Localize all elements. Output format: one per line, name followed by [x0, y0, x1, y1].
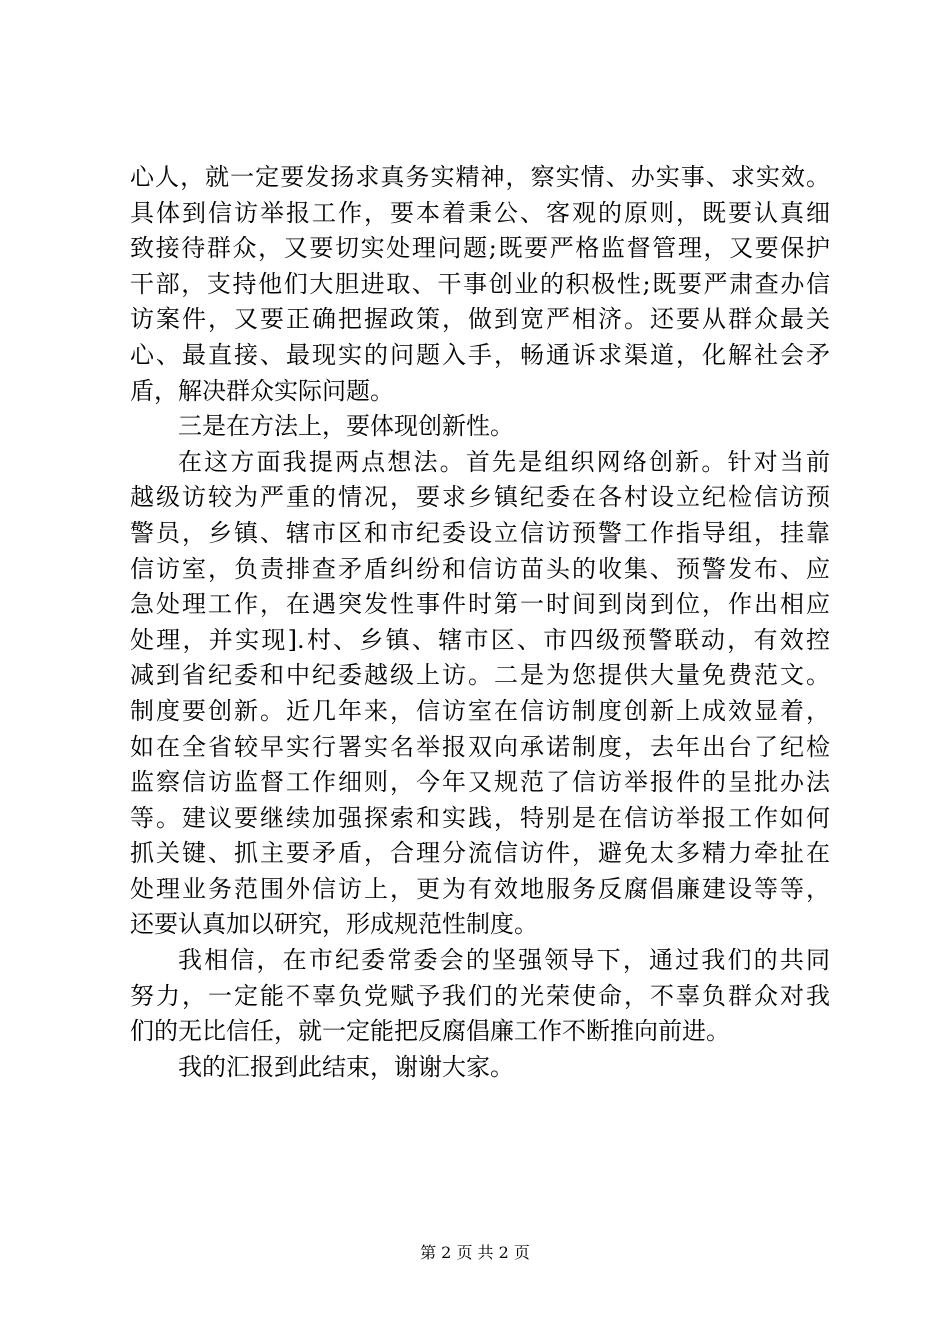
text-line: 致接待群众，又要切实处理问题;既要严格监督管理，又要保护: [130, 234, 830, 263]
text-line: 努力，一定能不辜负党赋予我们的光荣使命，不辜负群众对我: [130, 981, 830, 1010]
text-line: 制度要创新。近几年来，信访室在信访制度创新上成效显着，: [130, 696, 830, 725]
page-footer: 第 2 页 共 2 页: [420, 1243, 530, 1262]
text-line: 越级访较为严重的情况，要求乡镇纪委在各村设立纪检信访预: [130, 483, 830, 512]
text-line: 警员，乡镇、辖市区和市纪委设立信访预警工作指导组，挂靠: [130, 518, 830, 547]
paragraph: [130, 943, 830, 1050]
text-line: 访案件，又要正确把握政策，做到宽严相济。还要从群众最关: [130, 305, 830, 334]
text-line: 三是在方法上，要体现创新性。: [178, 412, 514, 441]
text-line: 信访室，负责排查矛盾纠纷和信访苗头的收集、预警发布、应: [130, 554, 830, 583]
text-line: 如在全省较早实行署实名举报双向承诺制度，去年出台了纪检: [130, 732, 830, 761]
text-line: 在这方面我提两点想法。首先是组织网络创新。针对当前: [178, 447, 830, 476]
text-line: 处理业务范围外信访上，更为有效地服务反腐倡廉建设等等，: [130, 874, 830, 903]
text-line: 盾，解决群众实际问题。: [130, 376, 394, 405]
text-line: 处理，并实现].村、乡镇、辖市区、市四级预警联动，有效控: [130, 625, 830, 654]
text-line: 我的汇报到此结束，谢谢大家。: [178, 1052, 514, 1081]
text-line: 监察信访监督工作细则，今年又规范了信访举报件的呈批办法: [130, 768, 830, 797]
text-line: 还要认真加以研究，形成规范性制度。: [130, 910, 538, 939]
text-line: 具体到信访举报工作，要本着秉公、客观的原则，既要认真细: [130, 198, 830, 227]
paragraph: [130, 160, 830, 409]
text-line: 抓关键、抓主要矛盾，合理分流信访件，避免太多精力牵扯在: [130, 839, 830, 868]
text-line: 减到省纪委和中纪委越级上访。二是为您提供大量免费范文。: [130, 661, 830, 690]
text-line: 我相信，在市纪委常委会的坚强领导下，通过我们的共同: [178, 946, 830, 975]
text-line: 急处理工作，在遇突发性事件时第一时间到岗到位，作出相应: [130, 590, 830, 619]
text-line: 心人，就一定要发扬求真务实精神，察实情、办实事、求实效。: [130, 163, 830, 191]
paragraph: [130, 445, 830, 943]
paragraph: [130, 1050, 830, 1086]
text-line: 们的无比信任，就一定能把反腐倡廉工作不断推向前进。: [130, 1017, 730, 1046]
paragraph: [130, 409, 830, 445]
text-line: 等。建议要继续加强探索和实践，特别是在信访举报工作如何: [130, 803, 830, 832]
document-body: [130, 160, 830, 1085]
text-line: 干部，支持他们大胆进取、干事创业的积极性;既要严肃查办信: [130, 269, 830, 298]
text-line: 心、最直接、最现实的问题入手，畅通诉求渠道，化解社会矛: [130, 340, 830, 369]
